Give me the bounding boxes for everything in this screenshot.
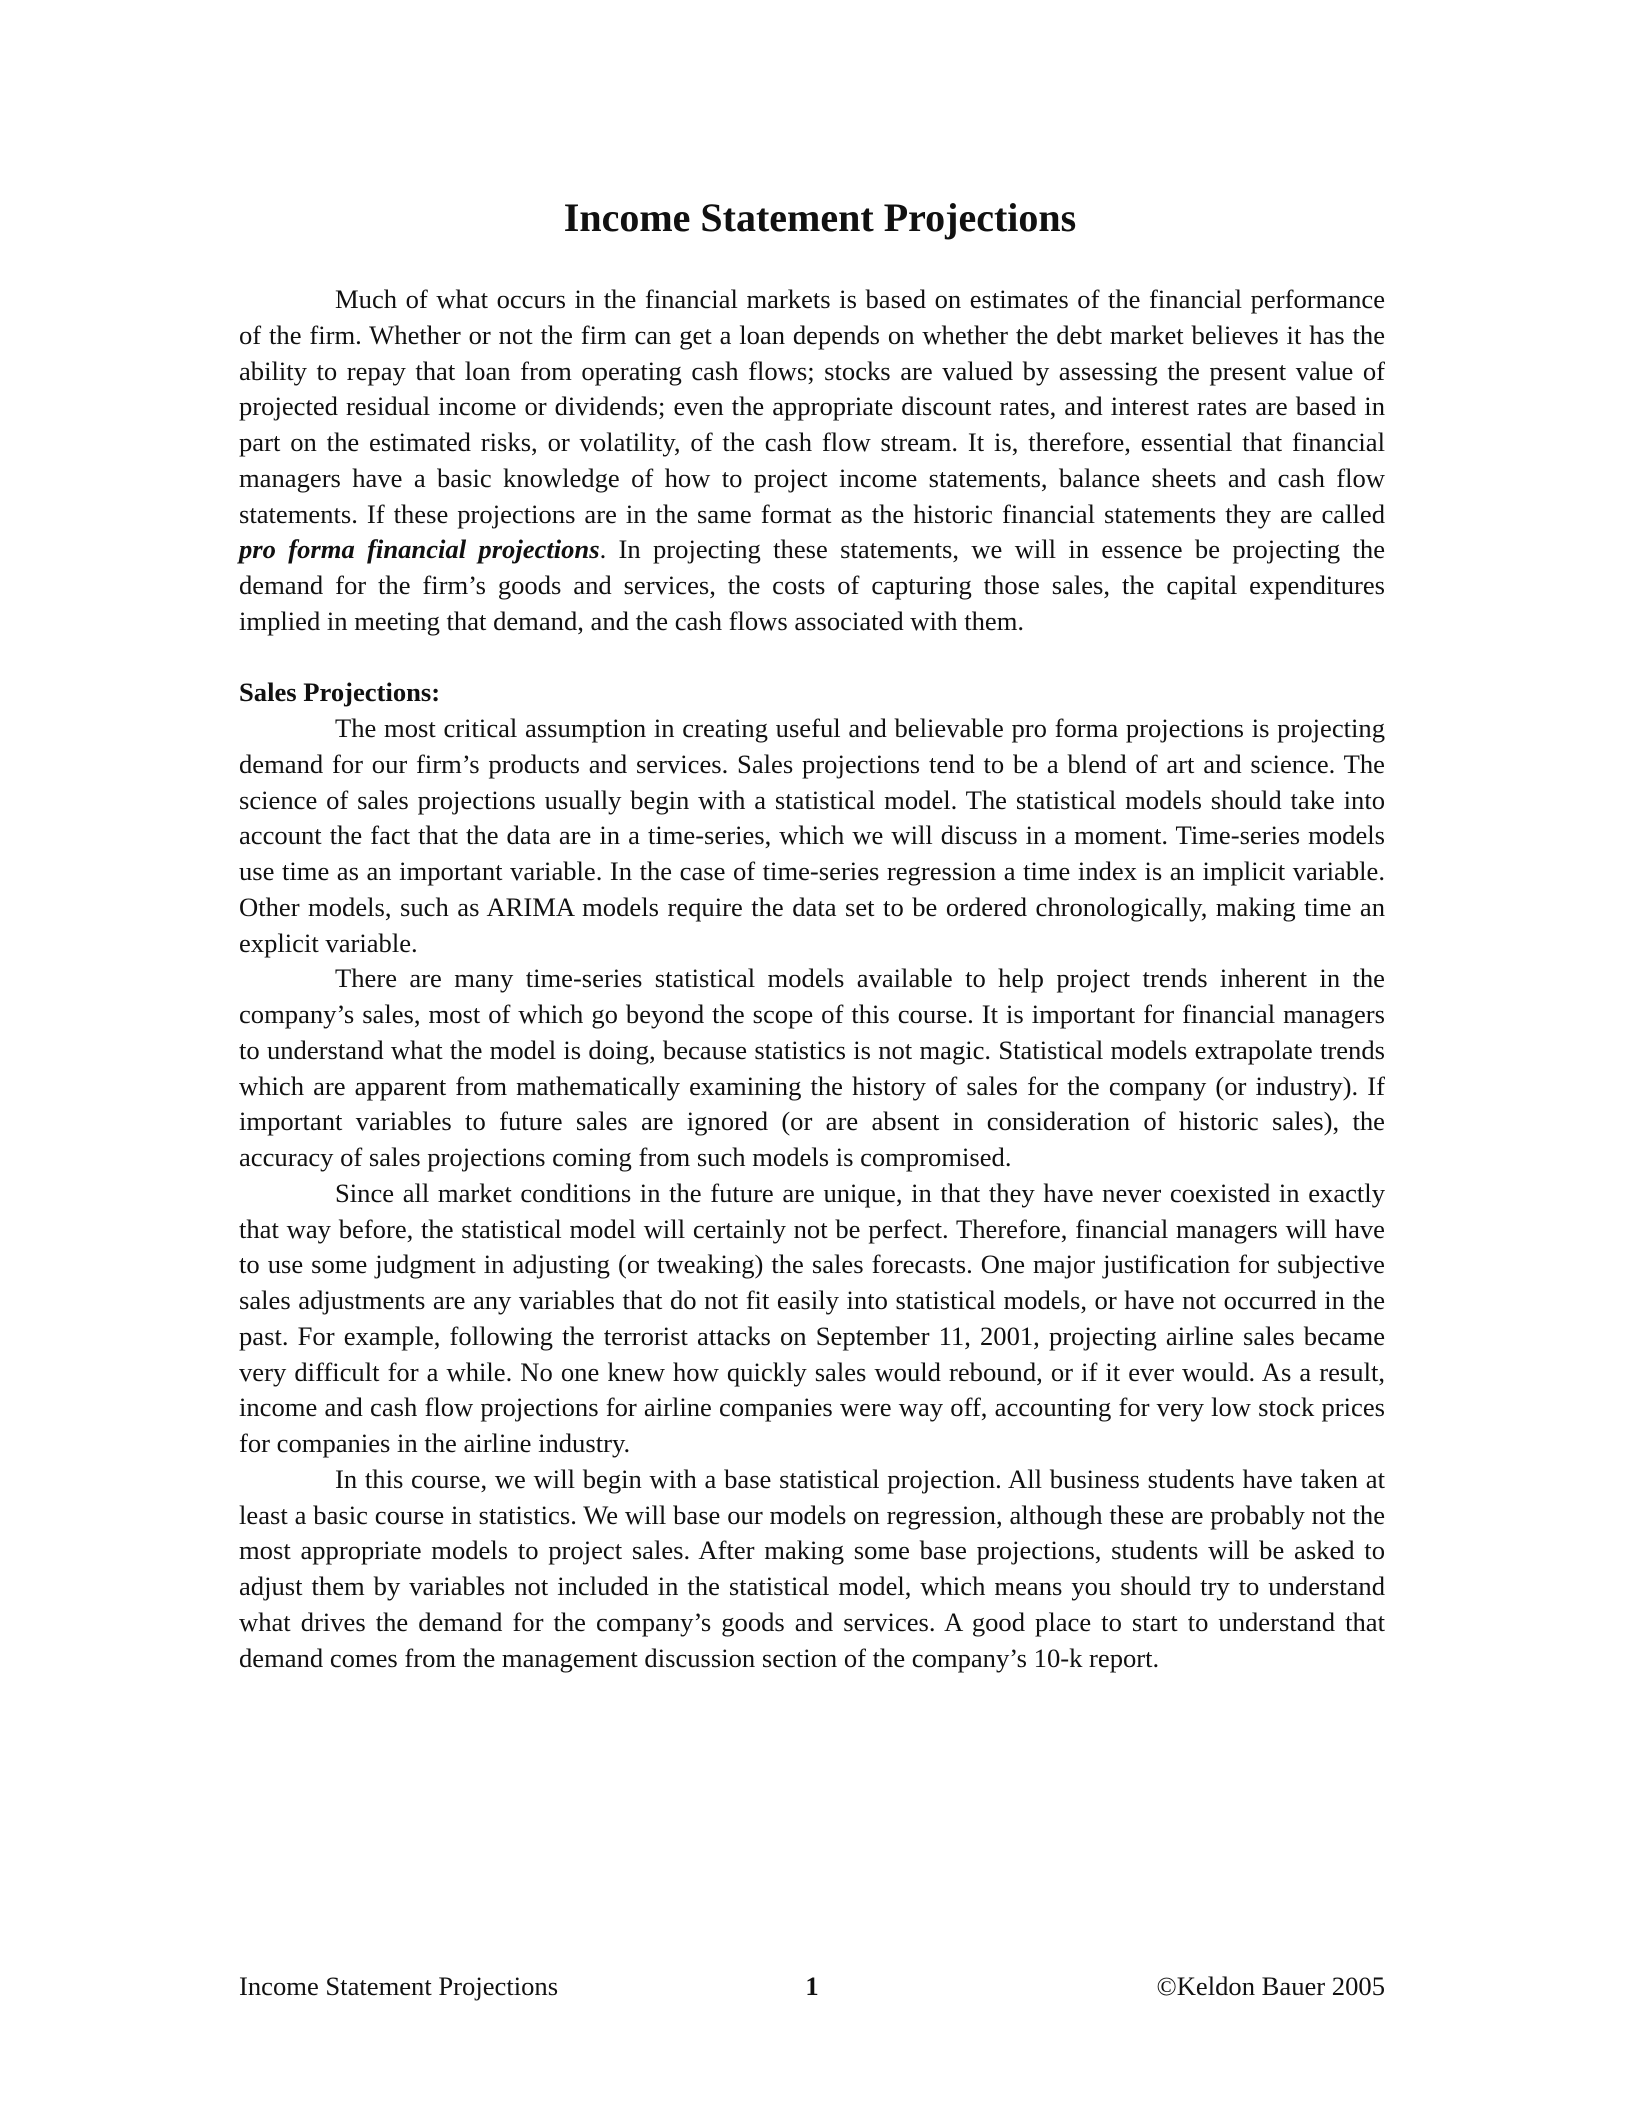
section-paragraph-1: The most critical assumption in creating useful and believable pro forma projections is projecting demand for our firm’s products and services. Sales projections tend to be a blend of art and science. The science of sales projections usually begin with a statistical model. The statistical models should take into account the fact that the data are in a time-series, which we will discuss in a moment. Time-series models use time as an important variable. In the case of time-series regression a time index is an implicit variable. Other models, such as ARIMA models require the data set to be ordered chronologically, making time an explicit variable. — [239, 713, 1385, 958]
intro-emphasis: pro forma financial projections — [239, 534, 600, 565]
footer-copyright: ©Keldon Bauer 2005 — [1156, 1971, 1385, 2001]
section-paragraph-3: Since all market conditions in the future are unique, in that they have never coexisted in exactly that way before, the statistical model will certainly not be perfect. Therefore, financial managers will have to use some judgment in adjusting (or tweaking) the sales forecasts. One major justification for subjective sales adjustments are any variables that do not fit easily into statistical models, or have not occurred in the past. For example, following the terrorist attacks on September 11, 2001, projecting airline sales became very difficult for a while. No one knew how quickly sales would rebound, or if it ever would. As a result, income and cash flow projections for airline companies were way off, accounting for very low stock prices for companies in the airline industry. — [239, 1177, 1385, 1458]
intro-text-end: . In projecting these statements, we will in essence be projecting the demand for the firm’s goods and services, the costs of capturing those sales, the capital expenditures implied in meeting that demand, and the cash flows associated with them. — [239, 534, 1385, 636]
intro-paragraph — [239, 282, 1385, 640]
section-paragraph-4: In this course, we will begin with a base statistical projection. All business students have taken at least a basic course in statistics. We will base our models on regression, although these are probably not the most appropriate models to project sales. After making some base projections, students will be asked to adjust them by variables not included in the statistical model, which means you should try to understand what drives the demand for the company’s goods and services. A good place to start to understand that demand comes from the management discussion section of the company’s 10-k report. — [239, 1463, 1385, 1673]
intro-text-start: Much of what occurs in the financial markets is based on estimates of the financial performance of the firm. Whether or not the firm can get a loan depends on whether the debt market believes it has the ability to repay that loan from operating cash flows; stocks are valued by assessing the present value of projected residual income or dividends; even the appropriate discount rates, and interest rates are based in part on the estimated risks, or volatility, of the cash flow stream. It is, therefore, essential that financial managers have a basic knowledge of how to project income statements, balance sheets and cash flow statements. If these projections are in the same format as the historic financial statements they are called — [239, 284, 1385, 529]
section-paragraph-2: There are many time-series statistical models available to help project trends inherent in the company’s sales, most of which go beyond the scope of this course. It is important for financial managers to understand what the model is doing, because statistics is not magic. Statistical models extrapolate trends which are apparent from mathematically examining the history of sales for the company (or industry). If important variables to future sales are ignored (or are absent in consideration of historic sales), the accuracy of sales projections coming from such models is compromised. — [239, 963, 1385, 1172]
footer-title: Income Statement Projections — [239, 1971, 559, 2001]
section-heading: Sales Projections: — [239, 677, 441, 708]
document-body — [239, 282, 1385, 1676]
page-footer — [239, 1968, 1385, 2004]
footer-page-number: 1 — [805, 1971, 819, 2001]
page-title: Income Statement Projections — [563, 195, 1077, 240]
